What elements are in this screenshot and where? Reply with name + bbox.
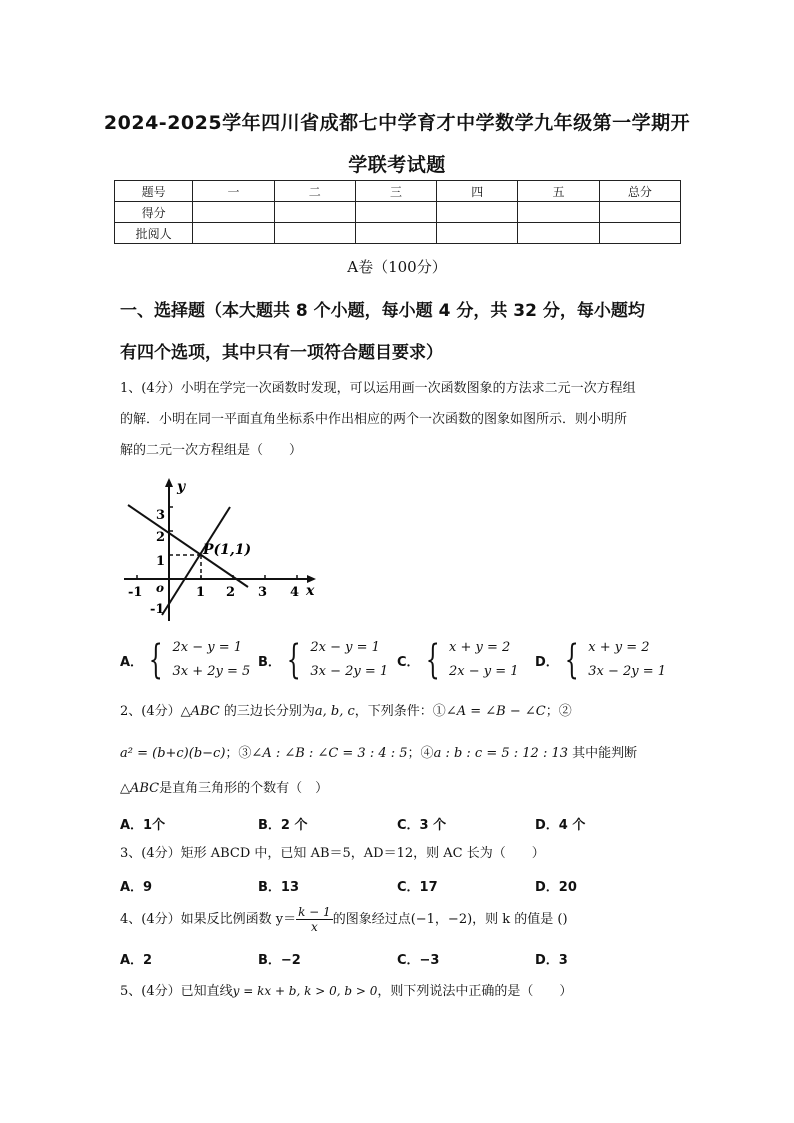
score-table-header-row [115, 181, 681, 202]
q1-line2: 的解．小明在同一平面直角坐标系中作出相应的两个一次函数的图象如图所示．则小明所 [120, 412, 628, 427]
condition-2: a² = (b+c)(b−c) [120, 746, 226, 761]
equation: x + y = 2 [588, 640, 650, 655]
score-cell[interactable] [437, 223, 518, 244]
equation: 2x − y = 1 [172, 640, 243, 655]
q3-option-b[interactable]: B．13 [258, 880, 299, 895]
q1-line1: 1、(4分）小明在学完一次函数时发现，可以运用画一次函数图象的方法求二元一次方程组 [120, 381, 636, 396]
q5-text-part: 5、(4分）已知直线 [120, 984, 233, 999]
equation: 3x + 2y = 5 [172, 664, 251, 679]
score-header-cell: 三 [355, 181, 436, 202]
q5-text [120, 976, 680, 1007]
q2-line1 [120, 698, 680, 726]
q1-option-c[interactable] [397, 636, 519, 684]
q2-text-part: 其中能判断 [568, 746, 638, 761]
x-axis-arrow [307, 575, 316, 583]
score-row-label: 批阅人 [115, 223, 193, 244]
y-tick-label: 2 [156, 530, 166, 545]
q4-option-b[interactable]: B．−2 [258, 953, 301, 968]
brace-icon: { [564, 637, 579, 683]
triangle-abc: △ABC [180, 704, 220, 719]
option-letter: D． [535, 654, 559, 670]
condition-3: ∠A : ∠B : ∠C = 3 : 4 : 5 [251, 746, 408, 761]
y-axis-arrow [165, 478, 173, 487]
q1-text [120, 373, 680, 466]
q4-text-part: 4、(4分）如果反比例函数 y＝ [120, 912, 297, 927]
x-tick-label: 4 [290, 585, 300, 600]
q2-text-part: 是直角三角形的个数有（ ） [159, 781, 329, 796]
q3-option-c[interactable]: C．17 [397, 880, 438, 895]
score-cell[interactable] [437, 202, 518, 223]
section-a-heading: A卷（100分） [347, 258, 447, 276]
score-cell[interactable] [193, 202, 274, 223]
score-cell[interactable] [518, 202, 599, 223]
equation: 2x − y = 1 [449, 664, 519, 679]
y-tick-label: 1 [156, 554, 166, 569]
y-tick-label: -1 [150, 602, 165, 617]
q4-text-part: 的图象经过点(−1，−2)，则 k 的值是 () [332, 912, 568, 927]
point-p-label: P(1,1) [203, 542, 252, 558]
score-cell[interactable] [599, 223, 680, 244]
q2-line3 [120, 775, 680, 803]
q2-option-b[interactable]: B．2 个 [258, 818, 308, 833]
option-letter: B． [258, 654, 281, 670]
triangle-abc: △ABC [120, 781, 160, 796]
q2-option-a[interactable]: A．1个 [120, 818, 166, 833]
option-letter: A． [120, 654, 144, 670]
score-cell[interactable] [274, 223, 355, 244]
score-table-row [115, 202, 681, 223]
x-tick-label: 1 [196, 585, 206, 600]
equation: x + y = 2 [449, 640, 511, 655]
y-tick-label: 3 [156, 508, 166, 523]
score-cell[interactable] [274, 202, 355, 223]
score-cell[interactable] [355, 202, 436, 223]
sides-abc: a, b, c [314, 704, 355, 719]
part1-heading-line1: 一、选择题（本大题共 8 个小题，每小题 4 分，共 32 分，每小题均 [120, 301, 645, 321]
q4-text [120, 900, 680, 940]
equation: 3x − 2y = 1 [310, 664, 389, 679]
q2-text-part: ；③ [225, 746, 252, 761]
x-axis-label: x [306, 583, 315, 599]
q1-graph [118, 475, 323, 625]
brace-icon: { [425, 637, 440, 683]
q2-text-part: ；② [545, 704, 572, 719]
score-table-row [115, 223, 681, 244]
q4-option-d[interactable]: D．3 [535, 953, 568, 968]
origin-label: o [156, 581, 165, 595]
q5-formula: y = kx + b, k > 0, b > 0 [232, 984, 378, 998]
score-table [114, 180, 681, 244]
equation: 2x − y = 1 [310, 640, 380, 655]
condition-4: a : b : c = 5 : 12 : 13 [433, 746, 569, 761]
doc-title-line1: 2024-2025学年四川省成都七中学育才中学数学九年级第一学期开 [103, 112, 691, 134]
q4-option-c[interactable]: C．−3 [397, 953, 440, 968]
q5-text-part: ，则下列说法中正确的是（ ） [377, 984, 573, 999]
y-axis-label: y [177, 479, 186, 495]
q2-option-c[interactable]: C．3 个 [397, 818, 447, 833]
q2-text-part: ，下列条件：① [354, 704, 446, 719]
brace-icon: { [148, 637, 163, 683]
score-header-cell: 题号 [115, 181, 193, 202]
q2-text-part: 的三边长分别为 [219, 704, 315, 719]
q2-option-d[interactable]: D．4 个 [535, 818, 586, 833]
q2-line2 [120, 740, 680, 768]
score-header-cell: 五 [518, 181, 599, 202]
q4-option-a[interactable]: A．2 [120, 953, 153, 968]
q2-text [120, 698, 680, 726]
x-tick-label: -1 [128, 585, 143, 600]
q1-option-a[interactable] [120, 636, 250, 684]
doc-title-line2: 学联考试题 [348, 154, 446, 176]
score-header-cell: 四 [437, 181, 518, 202]
q3-option-a[interactable]: A．9 [120, 880, 153, 895]
score-cell[interactable] [193, 223, 274, 244]
score-row-label: 得分 [115, 202, 193, 223]
q3-option-d[interactable]: D．20 [535, 880, 577, 895]
condition-1: ∠A = ∠B − ∠C [445, 704, 546, 719]
q1-option-b[interactable] [258, 636, 388, 684]
score-header-cell: 总分 [599, 181, 680, 202]
q2-text-part: ；④ [407, 746, 434, 761]
x-tick-label: 3 [258, 585, 268, 600]
option-letter: C． [397, 654, 420, 670]
score-cell[interactable] [599, 202, 680, 223]
q2-prefix: 2、(4分） [120, 704, 181, 719]
q1-option-d[interactable] [535, 636, 666, 684]
fraction-denominator: x [311, 920, 318, 934]
score-header-cell: 二 [274, 181, 355, 202]
x-tick-label: 2 [226, 585, 236, 600]
brace-icon: { [286, 637, 301, 683]
fraction-numerator: k − 1 [298, 905, 331, 919]
score-cell[interactable] [355, 223, 436, 244]
part1-heading-line2: 有四个选项，其中只有一项符合题目要求） [120, 343, 443, 363]
q1-line3: 解的二元一次方程组是（ ） [120, 443, 303, 458]
q3-text: 3、(4分）矩形 ABCD 中，已知 AB＝5，AD＝12，则 AC 长为（ ） [120, 846, 545, 861]
score-cell[interactable] [518, 223, 599, 244]
q4-fraction [296, 905, 333, 934]
score-header-cell: 一 [193, 181, 274, 202]
equation: 3x − 2y = 1 [588, 664, 667, 679]
